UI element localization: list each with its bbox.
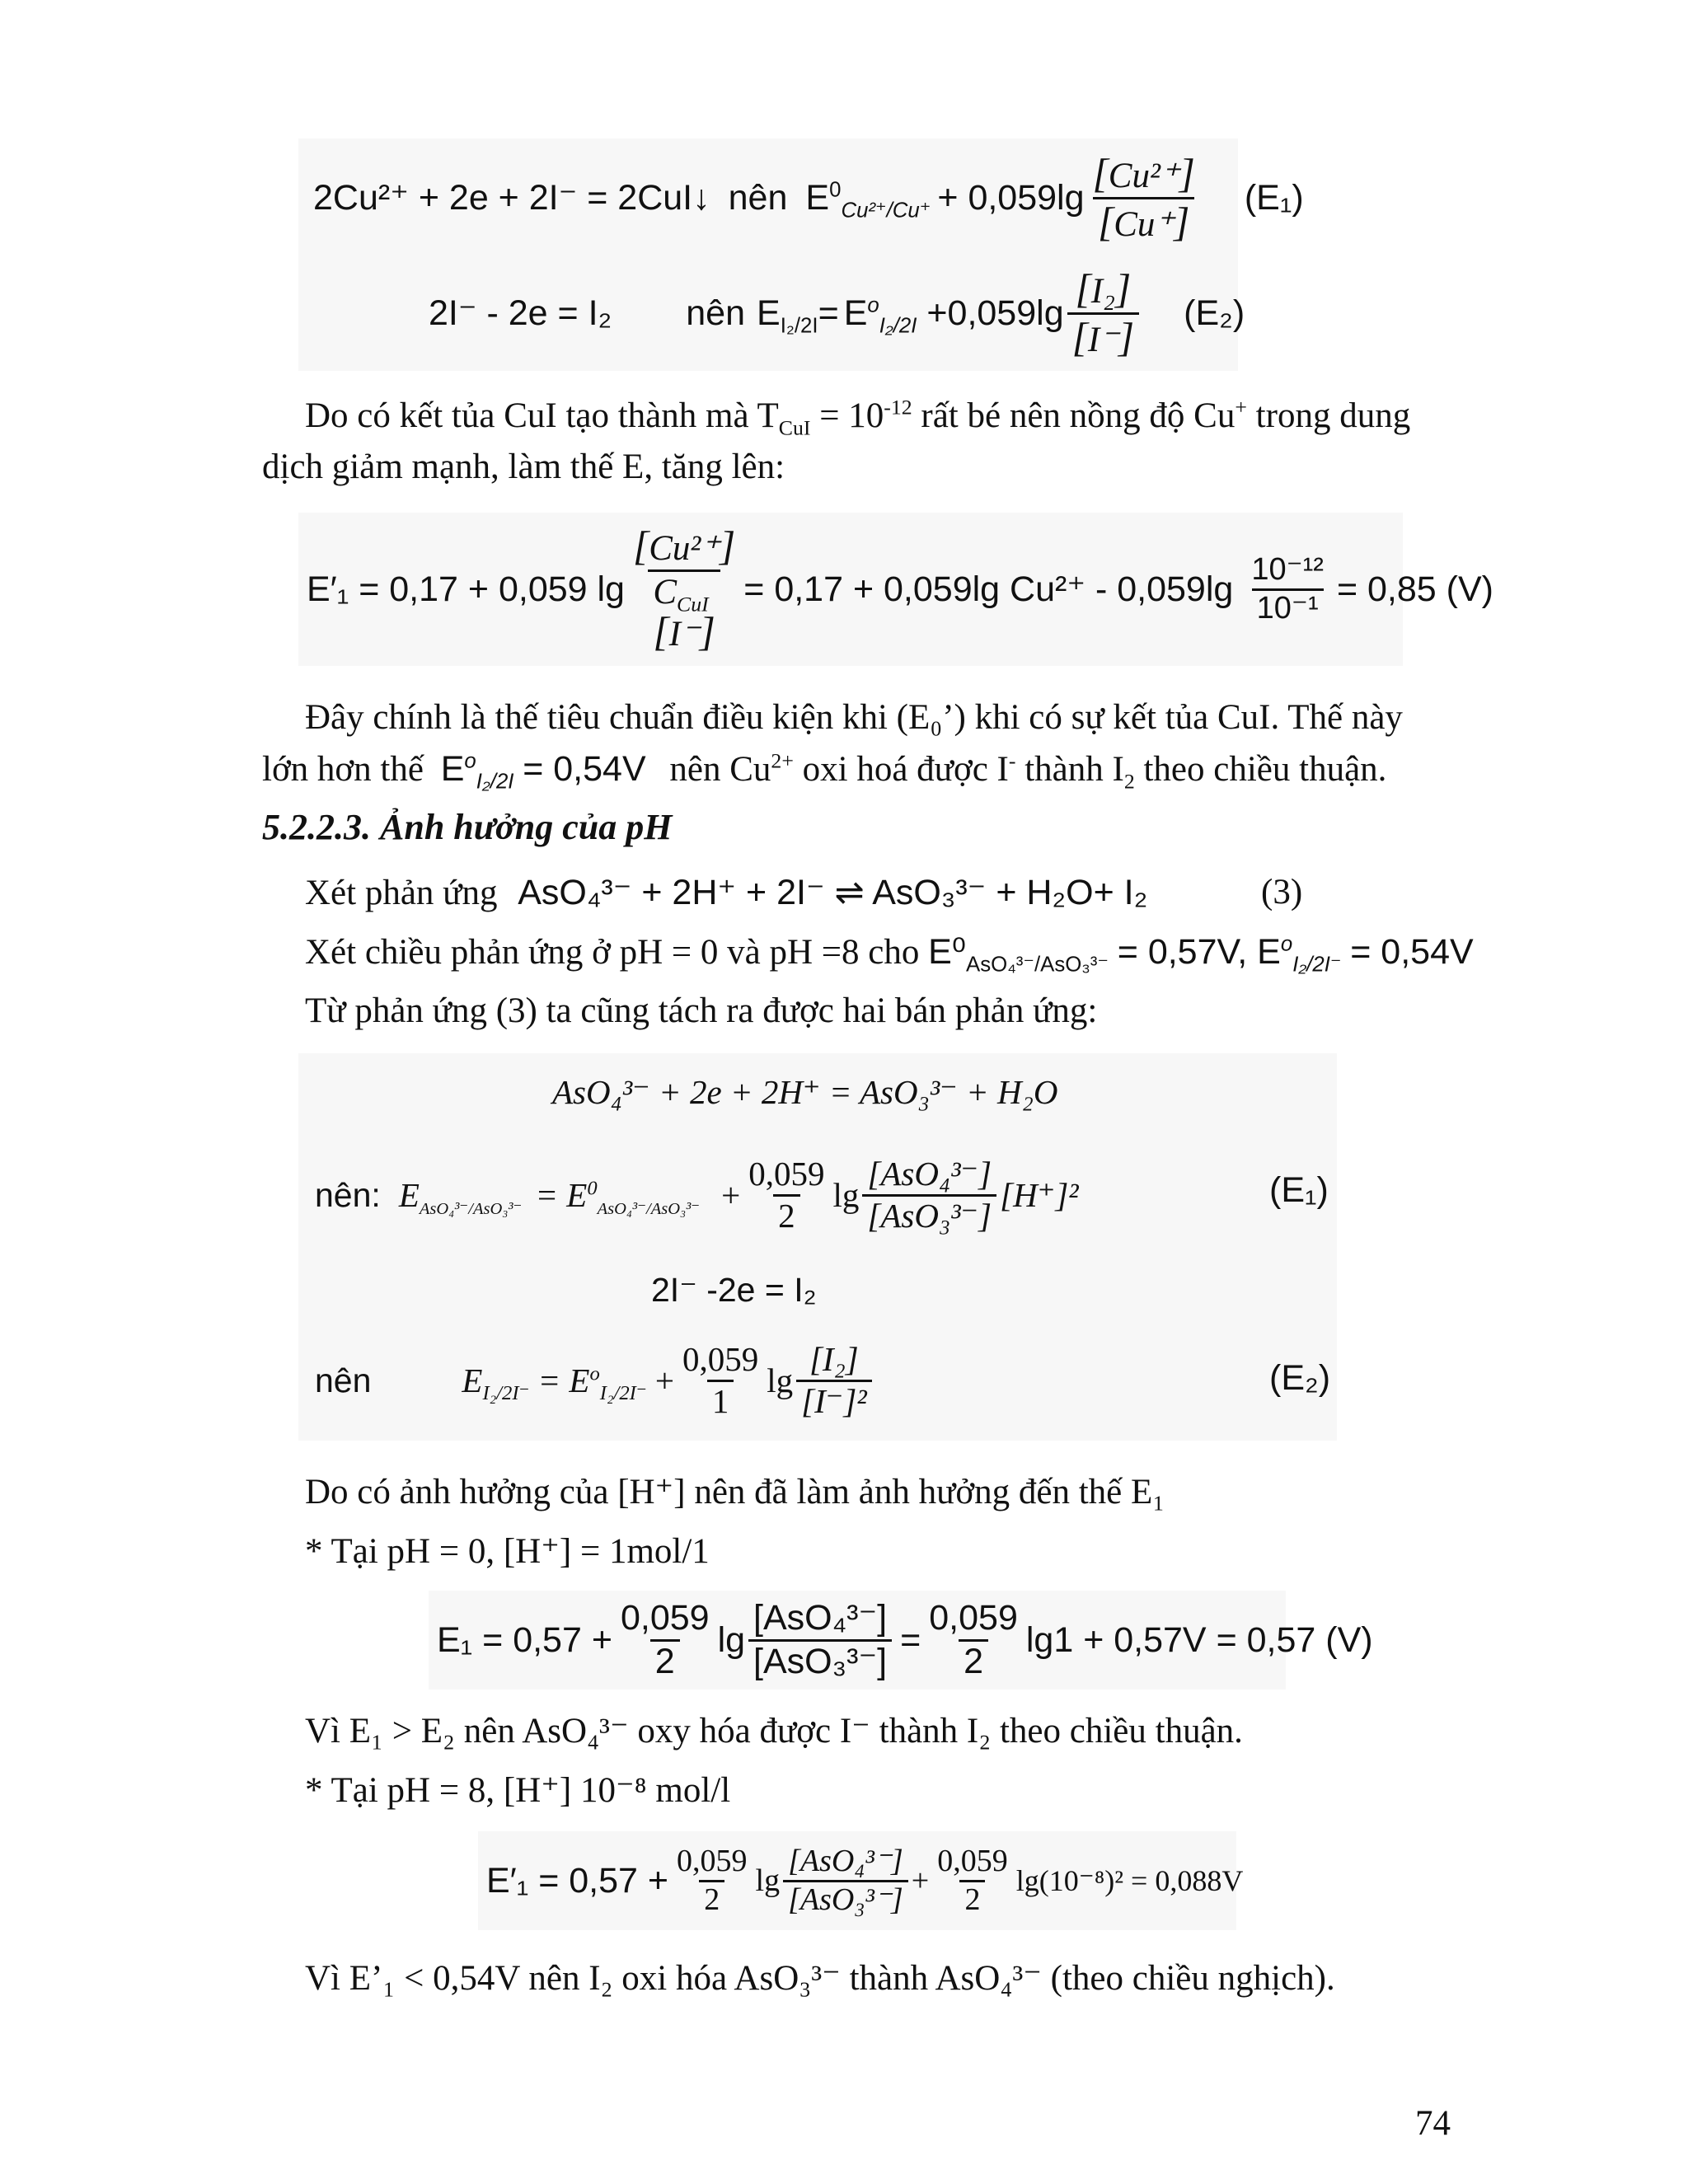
eq-ratio: $\frac{\text{[AsO₄³⁻]}}{\text{[AsO₃³⁻]}}$ <box>783 1845 908 1917</box>
eq-fraction: $\frac{\text{10⁻¹²}}{\text{10⁻¹}}$ <box>1251 551 1324 626</box>
eq-potential-left: $E_{I_2/2I}$ <box>757 293 818 338</box>
paragraph-arsenate-oxidizes: Vì E₁ > E₂ nên AsO₄³⁻ oxy hóa được I⁻ thành I₂ theo chiều thuận. <box>305 1712 1243 1750</box>
eq-label-e2: (E₂) <box>1269 1358 1331 1398</box>
paragraph-cui-precipitate: Do có kết tủa CuI tạo thành mà $T_{CuI} = 10^{-12}$ rất bé nên nồng độ Cu+ trong dung <box>305 395 1411 440</box>
eq-ratio: $\frac{\text{[AsO₄³⁻]}}{\text{[AsO₃³⁻]}}$ <box>862 1156 996 1233</box>
eq-potential: $E^0_{Cu^{2+}/Cu^+}$ <box>805 177 931 223</box>
section-heading: 5.2.2.3. Ảnh hưởng của pH <box>262 807 673 847</box>
eq-potential-std: = $E^o_{I_2/2I^-}$ <box>537 1361 647 1405</box>
eq-middle: = 0,17 + 0,059lg Cu²⁺ - 0,059lg <box>743 569 1234 609</box>
equation-arsenate-half: AsO₄³⁻ + 2e + 2H⁺ = AsO₃³⁻ + H₂O <box>552 1073 1058 1111</box>
equation-iodine <box>429 265 1245 360</box>
equation-e1-arsenate: nên: $E_{AsO_4^{3-}/AsO_3^{3-}}$ = $E^0_{AsO_4^{3-}/AsO_3^{3-}}$ + $\frac{0,059}{2}$ lg $\frac{\text{[AsO₄³⁻]}}{\text{[AsO₃³⁻]}}$ [H⁺]² <box>315 1155 1079 1235</box>
eq-lhs: E′₁ = 0,17 + 0,059 lg <box>307 569 625 609</box>
paragraph-conditional-line2: lớn hơn thế $E^o_{I_2/2I} = 0,54V$ nên $Cu^{2+}$ oxi hoá được I- thành $I_2$ theo chiều thuận. <box>262 748 1387 794</box>
reaction-label-3: (3) <box>1261 873 1303 912</box>
eq-potential: $E_{I_2/2I^-}$ <box>462 1361 530 1405</box>
eq-coefficient: $\frac{0,059}{2}$ <box>748 1155 825 1235</box>
equation-e1-prime <box>307 513 1493 666</box>
equation-e1-ph8: E′₁ = 0,57 + $\frac{0,059}{2}$ lg $\frac{\text{[AsO₄³⁻]}}{\text{[AsO₃³⁻]}}$ + $\frac{0,059}{2}$ lg(10⁻⁸)² = 0,088V <box>486 1843 1244 1917</box>
paragraph-cui-line2: dịch giảm mạnh, làm thế E, tăng lên: <box>262 448 785 486</box>
eq-potential-std: $E^o_{I_2/2I}$ <box>843 293 917 338</box>
eq-lhs: E′₁ = 0,57 + <box>486 1860 669 1900</box>
equation-iodide-half: 2I⁻ -2e = I₂ <box>651 1271 817 1309</box>
paragraph-ph-conditions: Xét chiều phản ứng ở pH = 0 và pH =8 cho $E^0_{AsO_4^{3-}/AsO_3^{3-}} = 0,57V$, $E^o_{I_2/2I^-} = 0,54V$ <box>305 932 1474 977</box>
eq-word: nên <box>315 1361 372 1399</box>
eq-fraction: $\frac{\text{[Cu²⁺]}}{[Cu^+]}$ <box>1092 150 1195 245</box>
eq-log-term: +0,059lg <box>926 293 1064 333</box>
eq-potential: $E_{AsO_4^{3-}/AsO_3^{3-}}$ <box>398 1176 523 1219</box>
eq-coefficient-2: $\frac{0,059}{2}$ <box>929 1598 1018 1681</box>
eq-label: (E₂) <box>1184 293 1245 333</box>
eq-lhs: 2I⁻ - 2e = I₂ <box>429 293 612 333</box>
eq-label: (E₁) <box>1244 177 1304 218</box>
eq-coefficient: $\frac{0,059}{1}$ <box>682 1340 759 1420</box>
paragraph-conditional-potential: Đây chính là thế tiêu chuẩn điều kiện khi (E₀’) khi có sự kết tủa CuI. Thế này <box>305 698 1403 737</box>
eq-label-e1: (E₁) <box>1269 1170 1329 1210</box>
paragraph-ph8: * Tại pH = 8, [H⁺] 10⁻⁸ mol/l <box>305 1771 731 1810</box>
eq-ratio: $\frac{\text{[I₂]}}{\text{[I⁻]²}}$ <box>796 1342 872 1418</box>
eq-coefficient-2: $\frac{0,059}{2}$ <box>937 1843 1008 1917</box>
equation-e1-ph0: E₁ = 0,57 + $\frac{0,059}{2}$ lg $\frac{\text{[AsO₄³⁻]}}{\text{[AsO₃³⁻]}}$ = $\frac{0,059}{2}$ lg1 + 0,57V = 0,57 (V) <box>437 1598 1373 1681</box>
eq-lhs: 2Cu²⁺ + 2e + 2I⁻ = 2CuI↓ <box>313 178 710 218</box>
equation-e2-iodine: nên $E_{I_2/2I^-}$ = $E^o_{I_2/2I^-}$ + $\frac{0,059}{1}$ lg $\frac{\text{[I₂]}}{\text{[I⁻]²}}$ <box>315 1327 875 1434</box>
paragraph-h-influence: Do có ảnh hưởng của [H⁺] nên đã làm ảnh hưởng đến thế E₁ <box>305 1473 1165 1511</box>
eq-coefficient: $\frac{0,059}{2}$ <box>677 1843 748 1917</box>
paragraph-ph0: * Tại pH = 0, [H⁺] = 1mol/1 <box>305 1532 710 1571</box>
eq-result: = 0,85 (V) <box>1336 569 1493 609</box>
eq-potential-std: = $E^0_{AsO_4^{3-}/AsO_3^{3-}}$ <box>535 1176 701 1219</box>
paragraph-half-reactions: Từ phản ứng (3) ta cũng tách ra được hai bán phản ứng: <box>305 991 1098 1030</box>
eq-ratio: $\frac{\text{[AsO₄³⁻]}}{\text{[AsO₃³⁻]}}$ <box>748 1600 892 1680</box>
eq-fraction: $\frac{\text{[I₂]}}{[I^-]}$ <box>1067 268 1140 359</box>
equation-cu-reduction <box>313 152 1304 243</box>
eq-nested-fraction: [Cu²⁺] $C_{CuI}$ [I⁻] <box>632 523 736 655</box>
eq-lhs: E₁ = 0,57 + <box>437 1619 612 1660</box>
eq-word: nên <box>728 177 788 218</box>
paragraph-reaction-3: Xét phản ứng AsO₄³⁻ + 2H⁺ + 2I⁻ ⇌ AsO₃³⁻ + H₂O+ I₂ <box>305 873 1148 912</box>
eq-log-term: + 0,059lg <box>937 177 1085 218</box>
paragraph-reverse-direction: Vì E’₁ < 0,54V nên I₂ oxi hóa AsO₃³⁻ thành AsO₄³⁻ (theo chiều nghịch). <box>305 1959 1335 1998</box>
eq-word: nên: <box>315 1175 381 1214</box>
eq-word: nên <box>686 293 745 333</box>
eq-coefficient: $\frac{0,059}{2}$ <box>620 1598 710 1681</box>
page-number: 74 <box>1415 2104 1451 2143</box>
eq-equals: = <box>818 293 839 333</box>
